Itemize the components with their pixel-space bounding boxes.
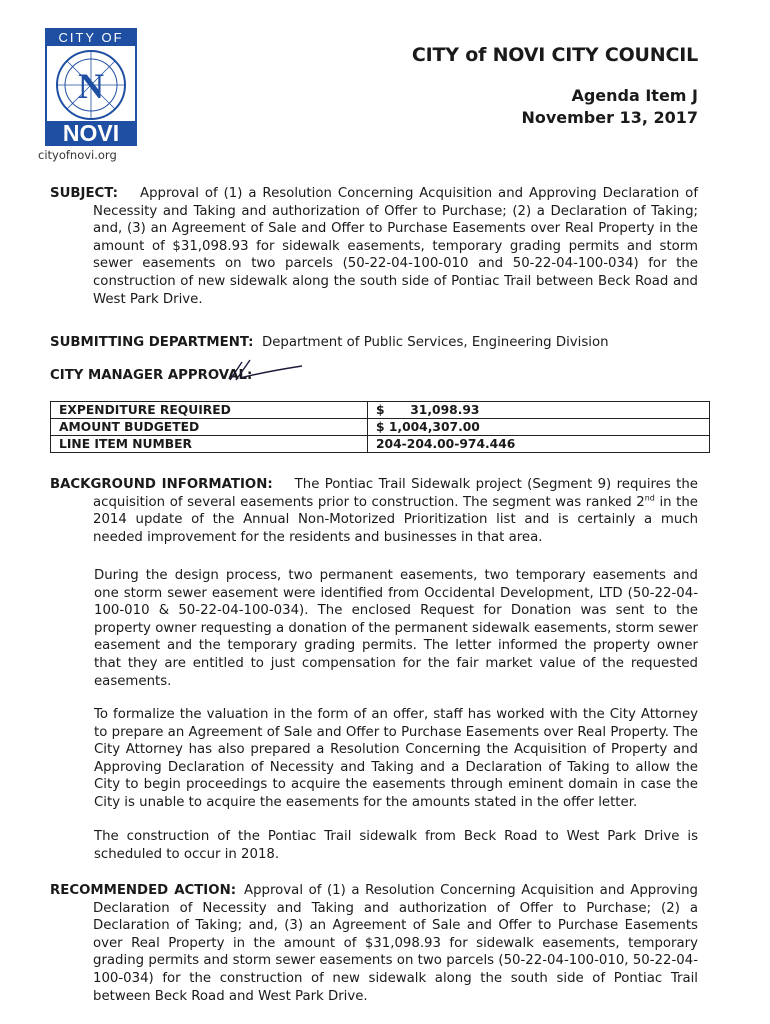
table-row — [51, 419, 710, 436]
submitting-department-text: Department of Public Services, Engineering Division — [261, 335, 609, 350]
submitting-department-label: SUBMITTING DEPARTMENT: — [50, 335, 254, 350]
subject-text: Approval of (1) a Resolution Concerning Acquisition and Approving Declaration of Necessity and Taking and authorization of Offer to Purchase; (2) a Declaration of Taking; and, (3) an Agreement of Sale and Offer to Purchase Easements over Real Property in the amount of $31,098.93 for sidewalk easements, temporary grading permits and storm sewer easements on two parcels (50-22-04-100-010 and 50-22-04-100-034) for the construction of new sidewalk along the south side of Pontiac Trail between Beck Road and West Park Drive. — [93, 186, 698, 307]
svg-text:N: N — [78, 66, 104, 106]
line-item-number-label: LINE ITEM NUMBER — [51, 436, 368, 453]
city-of-novi-logo — [45, 28, 137, 146]
table-row — [51, 436, 710, 453]
amount-budgeted-value: $ 1,004,307.00 — [368, 419, 710, 436]
background-section — [50, 476, 698, 546]
recommended-action-section — [50, 882, 698, 1005]
page-title: CITY of NOVI CITY COUNCIL — [411, 44, 698, 66]
expenditure-required-label: EXPENDITURE REQUIRED — [51, 402, 368, 419]
meeting-date: November 13, 2017 — [521, 108, 698, 127]
city-manager-approval-label: CITY MANAGER APPROVAL: — [50, 368, 253, 383]
background-label: BACKGROUND INFORMATION: — [50, 477, 273, 492]
signature-mark — [226, 356, 306, 386]
logo-top-text: CITY OF — [58, 30, 124, 45]
background-paragraph-2: During the design process, two permanent easements, two temporary easements and one storm sewer easement were identified from Occidental Development, LTD (50-22-04-100-010 & 50-22-04-100-034). The enclosed Request for Donation was sent to the property owner requesting a donation of the permanent sidewalk easements, storm sewer easement and the temporary grading permits. The letter informed the property owner that they are entitled to just compensation for the fair market value of the requested easements. — [94, 568, 698, 689]
subject-section — [50, 185, 698, 308]
agenda-item: Agenda Item J — [571, 86, 698, 105]
line-item-number-value: 204-204.00-974.446 — [368, 436, 710, 453]
recommended-action-label: RECOMMENDED ACTION: — [50, 883, 237, 898]
background-p1-b: in the 2014 update of the Annual Non-Motorized Prioritization list and is certainly a much needed improvement for the residents and businesses in that area. — [93, 494, 698, 545]
subject-label: SUBJECT: — [50, 186, 118, 201]
budget-table — [50, 401, 710, 453]
amount-budgeted-label: AMOUNT BUDGETED — [51, 419, 368, 436]
submitting-department-section — [50, 334, 698, 352]
background-paragraph-3: To formalize the valuation in the form of an offer, staff has worked with the City Attorney to prepare an Agreement of Sale and Offer to Purchase Easements over Real Property. The City Attorney has also prepared a Resolution Concerning the Acquisition of Property and Approving Declaration of Necessity and Taking and a Declaration of Taking to allow the City to begin proceedings to acquire the easements through eminent domain in case the City is unable to acquire the easements for the amounts stated in the offer letter. — [94, 707, 698, 810]
table-row — [51, 402, 710, 419]
background-paragraph-4: The construction of the Pontiac Trail sidewalk from Beck Road to West Park Drive is scheduled to occur in 2018. — [94, 829, 698, 862]
logo-url: cityofnovi.org — [38, 148, 117, 162]
expenditure-required-value: $ 31,098.93 — [368, 402, 710, 419]
background-p1-sup: nd — [644, 493, 655, 503]
logo-bottom-text: NOVI — [62, 120, 120, 146]
background-p1-a: The Pontiac Trail Sidewalk project (Segment 9) requires the acquisition of several easements prior to construction. The segment was ranked 2 — [93, 477, 698, 510]
recommended-action-text: Approval of (1) a Resolution Concerning Acquisition and Approving Declaration of Necessity and Taking and authorization of Offer to Purchase; (2) a Declaration of Taking; and, (3) an Agreement of Sale and Offer to Purchase Easements over Real Property in the amount of $31,098.93 for sidewalk easements, temporary grading permits and storm sewer easements on two parcels (50-22-04-100-010, 50-22-04-100-034) for the construction of new sidewalk along the south side of Pontiac Trail between Beck Road and West Park Drive. — [93, 883, 698, 1004]
